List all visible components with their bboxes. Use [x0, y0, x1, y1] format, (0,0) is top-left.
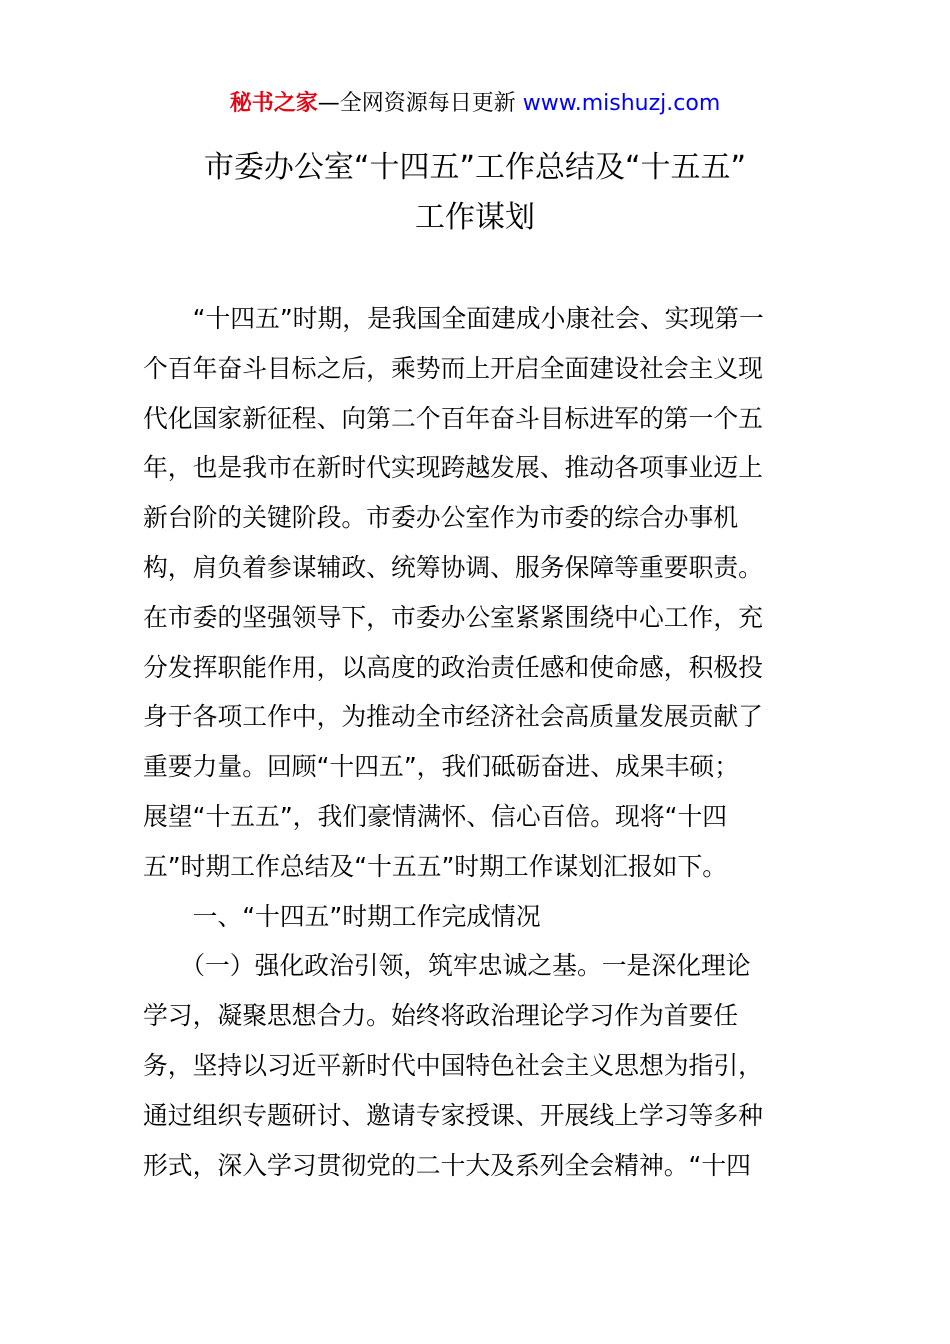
title-line: 市委办公室“十四五”工作总结及“十五五”: [203, 150, 747, 185]
body-line: “十四五”时期，是我国全面建成小康社会、实现第一: [143, 304, 764, 333]
body-line: 年，也是我市在新时代实现跨越发展、推动各项事业迈上: [143, 453, 763, 483]
section-heading: 一、“十四五”时期工作完成情况: [143, 901, 541, 931]
body-line: 五”时期工作总结及“十五五”时期工作谋划汇报如下。: [143, 851, 728, 881]
header-tagline: —全网资源每日更新: [317, 91, 523, 116]
body-line: 构，肩负着参谋辅政、统筹协调、服务保障等重要职责。: [143, 552, 763, 582]
body-line: 身于各项工作中，为推动全市经济社会高质量发展贡献了: [143, 702, 763, 732]
body-line: 在市委的坚强领导下，市委办公室紧紧围绕中心工作，充: [143, 602, 763, 632]
brand-name: 秘书之家: [229, 91, 318, 116]
site-header: [0, 86, 950, 122]
site-url: www.mishuzj.com: [522, 91, 721, 116]
body-line: 形式，深入学习贯彻党的二十大及系列全会精神。“十四: [143, 1150, 751, 1180]
body-line: 务，坚持以习近平新时代中国特色社会主义思想为指引，: [143, 1050, 763, 1080]
title-line: 工作谋划: [415, 200, 535, 235]
body-line: 分发挥职能作用，以高度的政治责任感和使命感，积极投: [143, 652, 763, 682]
body-line: 展望“十五五”，我们豪情满怀、信心百倍。现将“十四: [143, 801, 728, 831]
body-line: 个百年奋斗目标之后，乘势而上开启全面建设社会主义现: [143, 353, 763, 383]
body-line: （一）强化政治引领，筑牢忠诚之基。一是深化理论: [143, 951, 751, 981]
body-line: 学习，凝聚思想合力。始终将政治理论学习作为首要任: [143, 1001, 739, 1031]
document-title: [100, 143, 850, 243]
body-line: 通过组织专题研讨、邀请专家授课、开展线上学习等多种: [143, 1100, 763, 1130]
document-body: [143, 294, 807, 1190]
body-line: 代化国家新征程、向第二个百年奋斗目标进军的第一个五: [143, 403, 763, 433]
body-line: 重要力量。回顾“十四五”，我们砥砺奋进、成果丰硕；: [143, 752, 740, 782]
body-line: 新台阶的关键阶段。市委办公室作为市委的综合办事机: [143, 503, 739, 533]
